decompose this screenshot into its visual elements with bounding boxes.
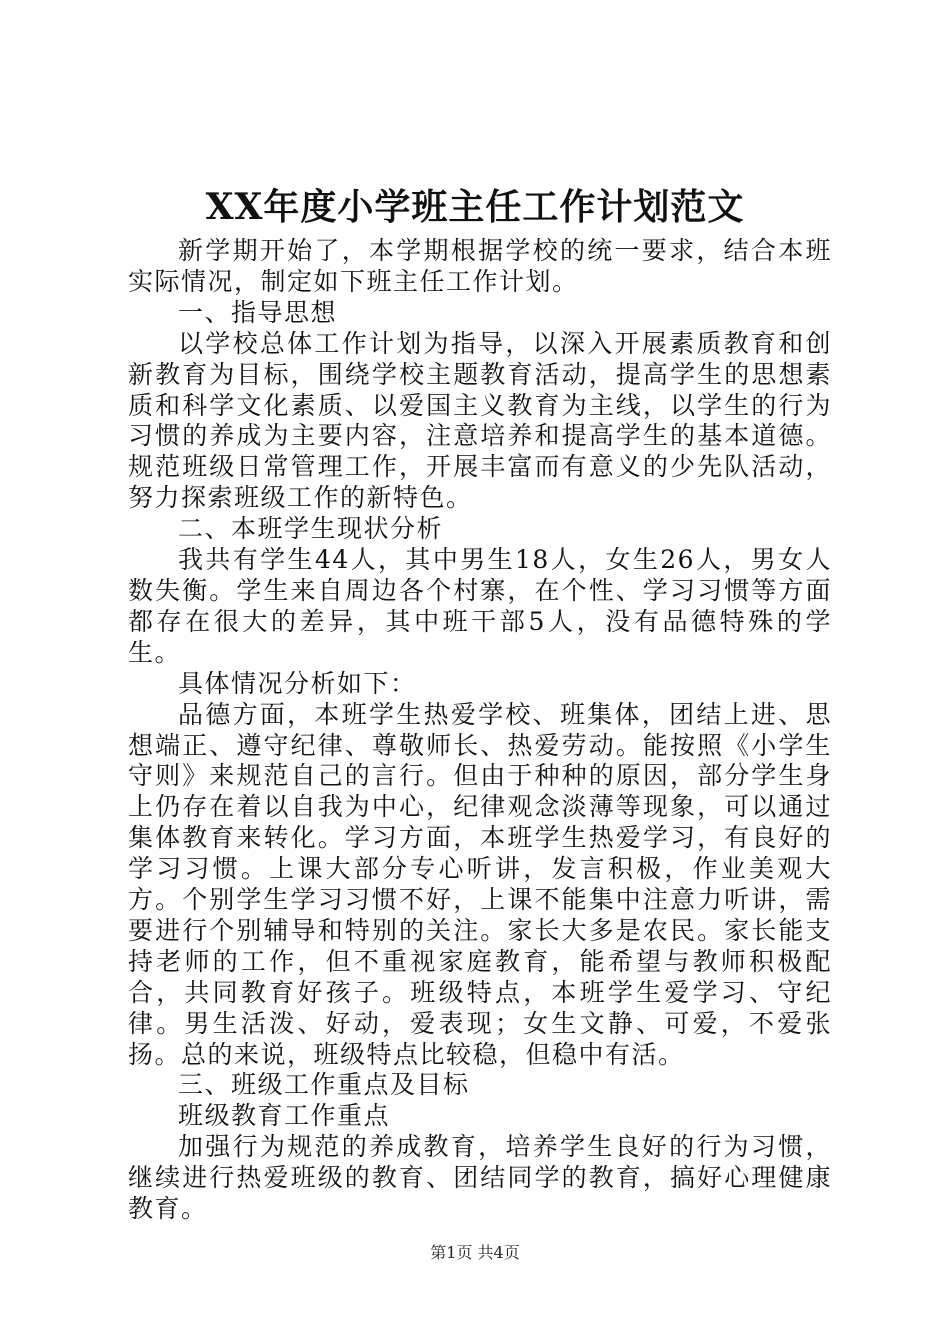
paragraph-education-focus: 加强行为规范的养成教育，培养学生良好的行为习惯，继续进行热爱班级的教育、团结同学的教育，搞好心理健康教育。 xyxy=(128,1132,832,1224)
subheading-education-focus: 班级教育工作重点 xyxy=(178,1101,391,1131)
subheading-details: 具体情况分析如下： xyxy=(178,668,417,698)
heading-guiding-thought: 一、指导思想 xyxy=(178,297,338,327)
paragraph-intro: 新学期开始了，本学期根据学校的统一要求，结合本班实际情况，制定如下班主任工作计划。 xyxy=(128,236,832,296)
page-footer: 第1页 共4页 xyxy=(430,1243,520,1262)
heading-class-analysis: 二、本班学生现状分析 xyxy=(178,514,444,544)
heading-work-focus: 三、班级工作重点及目标 xyxy=(178,1070,470,1100)
document-body xyxy=(128,236,832,1225)
paragraph-guiding-thought: 以学校总体工作计划为指导，以深入开展素质教育和创新教育为目标，围绕学校主题教育活动，提高学生的思想素质和科学文化素质、以爱国主义教育为主线，以学生的行为习惯的养成为主要内容，注意培养和提高学生的基本道德。规范班级日常管理工作，开展丰富而有意义的少先队活动，努力探索班级工作的新特色。 xyxy=(128,328,832,513)
paragraph-details: 品德方面，本班学生热爱学校、班集体，团结上进、思想端正、遵守纪律、尊敬师长、热爱劳动。能按照《小学生守则》来规范自己的言行。但由于种种的原因，部分学生身上仍存在着以自我为中心，纪律观念淡薄等现象，可以通过集体教育来转化。学习方面，本班学生热爱学习，有良好的学习习惯。上课大部分专心听讲，发言积极，作业美观大方。个别学生学习习惯不好，上课不能集中注意力听讲，需要进行个别辅导和特别的关注。家长大多是农民。家长能支持老师的工作，但不重视家庭教育，能希望与教师积极配合，共同教育好孩子。班级特点，本班学生爱学习、守纪律。男生活泼、好动，爱表现；女生文静、可爱，不爱张扬。总的来说，班级特点比较稳，但稳中有活。 xyxy=(128,699,832,1069)
paragraph-class-stats: 我共有学生44人，其中男生18人，女生26人，男女人数失衡。学生来自周边各个村寨，在个性、学习习惯等方面都存在很大的差异，其中班干部5人，没有品德特殊的学生。 xyxy=(128,545,832,667)
document-title: XX年度小学班主任工作计划范文 xyxy=(205,186,745,228)
